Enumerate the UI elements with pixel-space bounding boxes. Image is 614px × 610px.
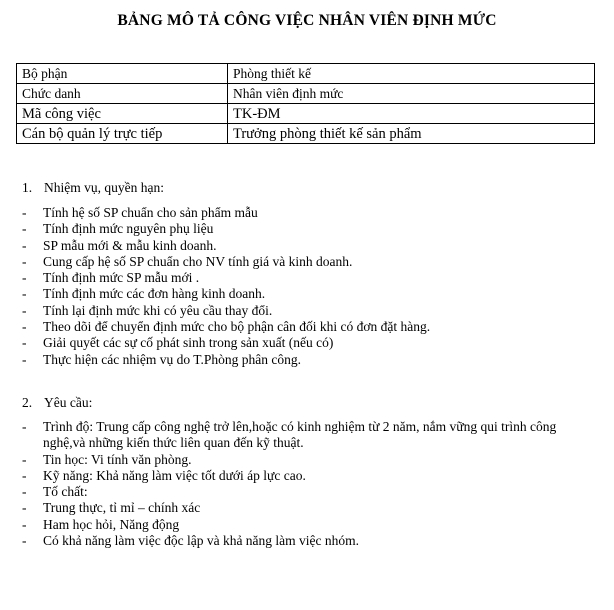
dash-marker: - [22,419,27,434]
list-item-text: Tin học: Vi tính văn phòng. [43,451,192,467]
list-item-text: Tính định mức nguyên phụ liệu [43,221,214,237]
dash-marker: - [22,319,27,335]
dash-marker: - [22,286,27,302]
section-number: 1. [22,180,33,195]
table-cell-value: Nhân viên định mức [228,84,595,104]
list-item-text: Kỹ năng: Khả năng làm việc tốt dưới áp lực cao. [43,467,306,483]
requirements-list [22,419,597,549]
list-item-text: Tính hệ số SP chuẩn cho sản phẩm mẫu [43,205,258,220]
dash-marker: - [22,302,27,318]
list-item-text: Ham học hỏi, Năng động [43,516,180,532]
table-cell-label: Cán bộ quản lý trực tiếp [17,124,228,144]
dash-marker: - [22,351,27,367]
list-item [22,319,597,335]
dash-marker: - [22,500,27,516]
section-heading-duties [22,180,164,196]
list-item-text: Có khả năng làm việc độc lập và khả năng làm việc nhóm. [43,533,360,549]
list-item-text: Trung thực, tỉ mỉ – chính xác [43,500,201,516]
list-item [22,468,597,484]
list-item-text: Giải quyết các sự cố phát sinh trong sản xuất (nếu có) [43,335,334,351]
dash-marker: - [22,237,27,253]
list-item-text: Tính định mức các đơn hàng kinh doanh. [43,286,266,302]
list-item [22,452,597,468]
table-cell-value: Phòng thiết kế [228,64,595,84]
duties-list [22,205,597,368]
dash-marker: - [22,451,27,467]
document-title: BẢNG MÔ TẢ CÔNG VIỆC NHÂN VIÊN ĐỊNH MỨC [117,12,497,29]
table-cell-label: Bộ phận [17,64,228,84]
table-row [17,124,595,144]
table-cell-label: Chức danh [17,84,228,104]
list-item [22,419,597,452]
table-row [17,104,595,124]
dash-marker: - [22,221,27,237]
list-item [22,533,597,549]
section-heading-requirements [22,395,92,411]
list-item-text: Trình độ: Trung cấp công nghệ trở lên,hoặc có kinh nghiệm từ 2 năm, nắm vững qui trình công nghệ,và những kiến thức liên quan đến kỹ thuật. [43,419,557,451]
dash-marker: - [22,467,27,483]
list-item-text: Cung cấp hệ số SP chuẩn cho NV tính giá và kinh doanh. [43,253,353,269]
dash-marker: - [22,253,27,269]
list-item-text: SP mẫu mới & mẫu kinh doanh. [43,237,217,253]
section-heading-text: Nhiệm vụ, quyền hạn: [44,180,164,195]
list-item [22,335,597,351]
list-item [22,254,597,270]
table-row [17,84,595,104]
list-item [22,286,597,302]
list-item-text: Thực hiện các nhiệm vụ do T.Phòng phân công. [43,351,302,367]
list-item [22,270,597,286]
list-item [22,238,597,254]
list-item [22,221,597,237]
table-cell-label: Mã công việc [17,104,228,124]
dash-marker: - [22,484,27,500]
list-item-text: Tính lại định mức khi có yêu cầu thay đổi. [43,302,273,318]
dash-marker: - [22,335,27,351]
list-item [22,205,597,221]
list-item [22,303,597,319]
dash-marker: - [22,270,27,286]
list-item [22,484,597,500]
job-info-table [16,63,595,144]
list-item-text: Theo dõi để chuyển định mức cho bộ phận cân đối khi có đơn đặt hàng. [43,319,431,335]
section-heading-text: Yêu cầu: [44,395,93,410]
list-item-text: Tính định mức SP mẫu mới . [43,270,200,286]
list-item [22,352,597,368]
table-row [17,64,595,84]
table-cell-value: TK-ĐM [228,104,595,124]
dash-marker: - [22,533,27,549]
list-item [22,517,597,533]
table-cell-value: Trưởng phòng thiết kế sản phẩm [228,124,595,144]
list-item [22,500,597,516]
dash-marker: - [22,516,27,532]
dash-marker: - [22,205,27,220]
list-item-text: Tố chất: [43,484,88,500]
section-number: 2. [22,395,33,410]
